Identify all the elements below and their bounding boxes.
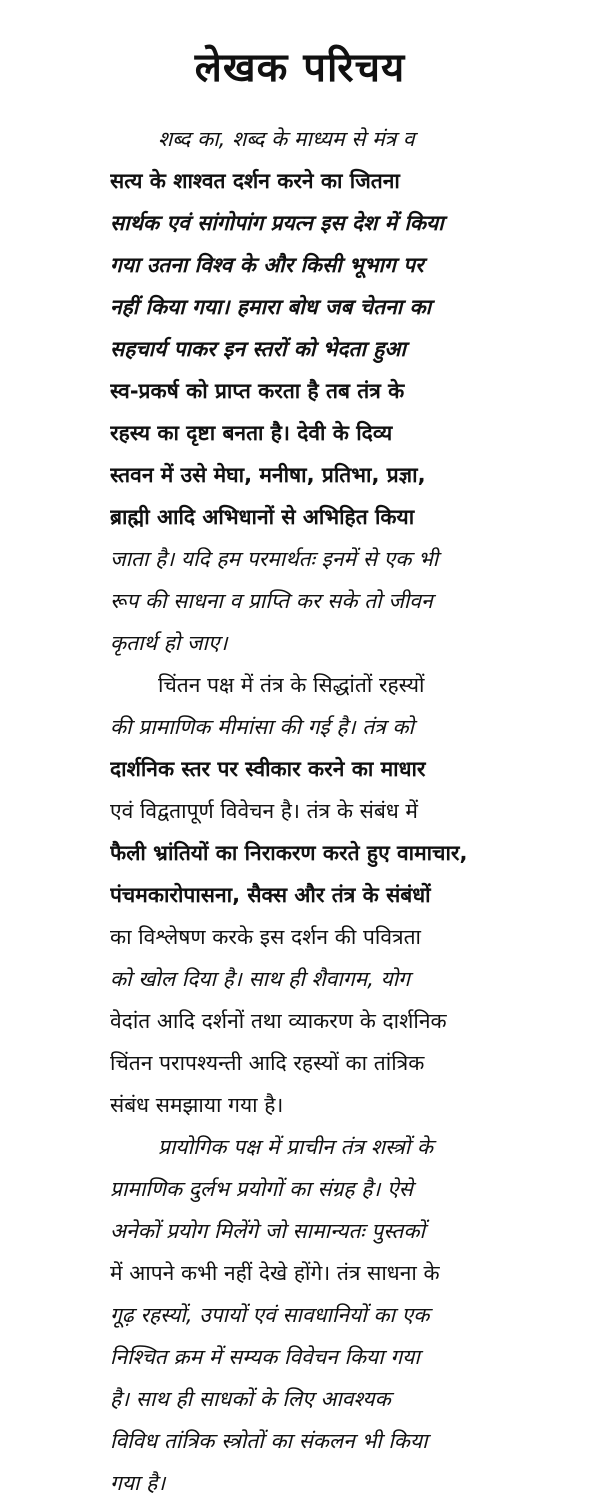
text-line: स्व-प्रकर्ष को प्राप्त करता है तब तंत्र के [110,379,405,403]
paragraph-1 [110,118,510,664]
text-line: चिंतन परापश्यन्ती आदि रहस्यों का तांत्रिक [110,1051,425,1075]
text-line: सार्थक एवं सांगोपांग प्रयत्न इस देश में किया [110,211,444,235]
text-line: में आपने कभी नहीं देखे होंगे। तंत्र साधना के [110,1261,440,1285]
text-line: चिंतन पक्ष में तंत्र के सिद्धांतों रहस्यों [158,673,425,697]
text-line: सहचार्य पाकर इन स्तरों को भेदता हुआ [110,337,406,361]
body-text [110,118,510,1504]
text-line: अनेकों प्रयोग मिलेंगे जो सामान्यतः पुस्तकों [110,1219,425,1243]
text-line: नहीं किया गया। हमारा बोध जब चेतना का [110,295,432,319]
text-line: एवं विद्वतापूर्ण विवेचन है। तंत्र के संबंध में [110,799,418,823]
text-line: गया है। [110,1471,166,1495]
text-line: गूढ़ रहस्यों, उपायों एवं सावधानियों का एक [110,1303,430,1327]
text-line: फैली भ्रांतियों का निराकरण करते हुए वामाचार, [110,841,468,865]
text-line: ब्राह्मी आदि अभिधानों से अभिहित किया [110,505,415,529]
text-line: प्रामाणिक दुर्लभ प्रयोगों का संग्रह है। ऐसे [110,1177,413,1201]
paragraph-2 [110,664,510,1126]
text-line: गया उतना विश्व के और किसी भूभाग पर [110,253,424,277]
text-line: सत्य के शाश्वत दर्शन करने का जितना [110,169,400,193]
page-title: लेखक परिचय [194,45,406,91]
text-line: संबंध समझाया गया है। [110,1093,284,1117]
text-line: शब्द का, शब्द के माध्यम से मंत्र व [158,127,415,151]
text-line: की प्रामाणिक मीमांसा की गई है। तंत्र को [110,715,414,739]
text-line: स्तवन में उसे मेघा, मनीषा, प्रतिभा, प्रज्ञा, [110,463,426,487]
text-line: निश्चित क्रम में सम्यक विवेचन किया गया [110,1345,420,1369]
text-line: रूप की साधना व प्राप्ति कर सके तो जीवन [110,589,433,613]
text-line: वेदांत आदि दर्शनों तथा व्याकरण के दार्शनिक [110,1009,447,1033]
paragraph-3 [110,1126,510,1504]
text-line: जाता है। यदि हम परमार्थतः इनमें से एक भी [110,547,439,571]
text-line: पंचमकारोपासना, सैक्स और तंत्र के संबंधों [110,883,431,907]
text-line: विविध तांत्रिक स्त्रोतों का संकलन भी किया [110,1429,428,1453]
text-line: कृतार्थ हो जाए। [110,631,228,655]
text-line: प्रायोगिक पक्ष में प्राचीन तंत्र शस्त्रों के [158,1135,433,1159]
text-line: का विश्लेषण करके इस दर्शन की पवित्रता [110,925,421,949]
text-line: दार्शनिक स्तर पर स्वीकार करने का माधार [110,757,426,781]
text-line: है। साथ ही साधकों के लिए आवश्यक [110,1387,391,1411]
text-line: रहस्य का दृष्टा बनता है। देवी के दिव्य [110,421,393,445]
text-line: को खोल दिया है। साथ ही शैवागम, योग [110,967,411,991]
